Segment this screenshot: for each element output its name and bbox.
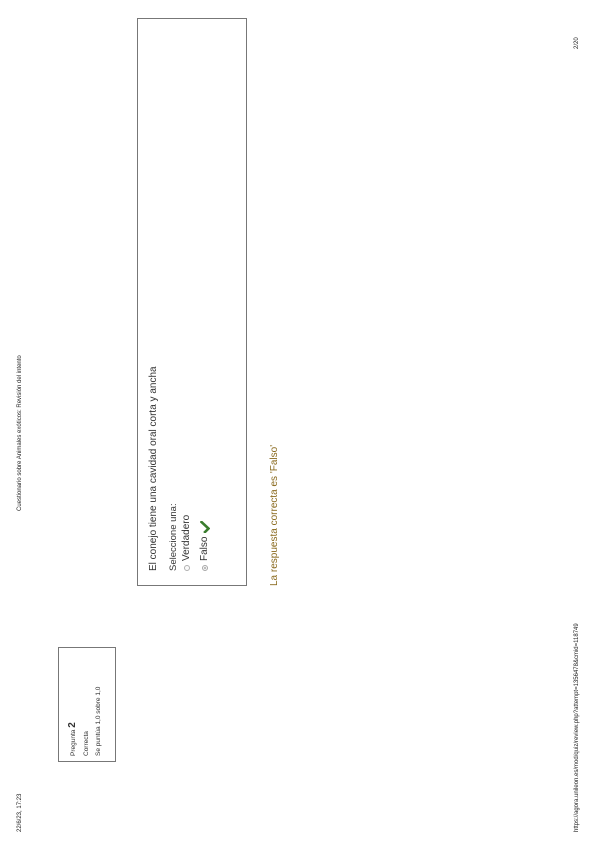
question-number [67, 722, 78, 756]
correct-answer-text: La respuesta correcta es 'Falso' [269, 444, 280, 586]
question-number-value: 2 [67, 722, 78, 728]
page-header-title: Cuestionario sobre Animales exóticos: Revisión del intento [17, 355, 23, 511]
answer-prompt: Seleccione una: [168, 503, 179, 571]
radio-falso[interactable] [202, 565, 208, 571]
page-number: 2/20 [574, 37, 580, 49]
print-date: 22/6/23, 17:23 [17, 793, 23, 832]
question-text: El conejo tiene una cavidad oral corta y ancha [148, 366, 159, 571]
question-info-box [58, 647, 116, 762]
question-content-box [137, 18, 247, 586]
page-url: https://agora.unileon.es/mod/quiz/review.php?attempt=1356478&cmid=118749 [574, 623, 580, 832]
check-icon [200, 521, 210, 533]
option-falso[interactable] [199, 521, 210, 571]
correct-answer-feedback [269, 445, 280, 586]
question-grade: Se puntúa 1,0 sobre 1,0 [95, 686, 102, 756]
option-verdadero[interactable] [181, 515, 192, 571]
radio-verdadero[interactable] [184, 565, 190, 571]
question-label: Pregunta [70, 729, 77, 756]
question-state: Correcta [83, 731, 90, 756]
option-label: Falso [199, 536, 210, 561]
option-label: Verdadero [181, 514, 192, 561]
